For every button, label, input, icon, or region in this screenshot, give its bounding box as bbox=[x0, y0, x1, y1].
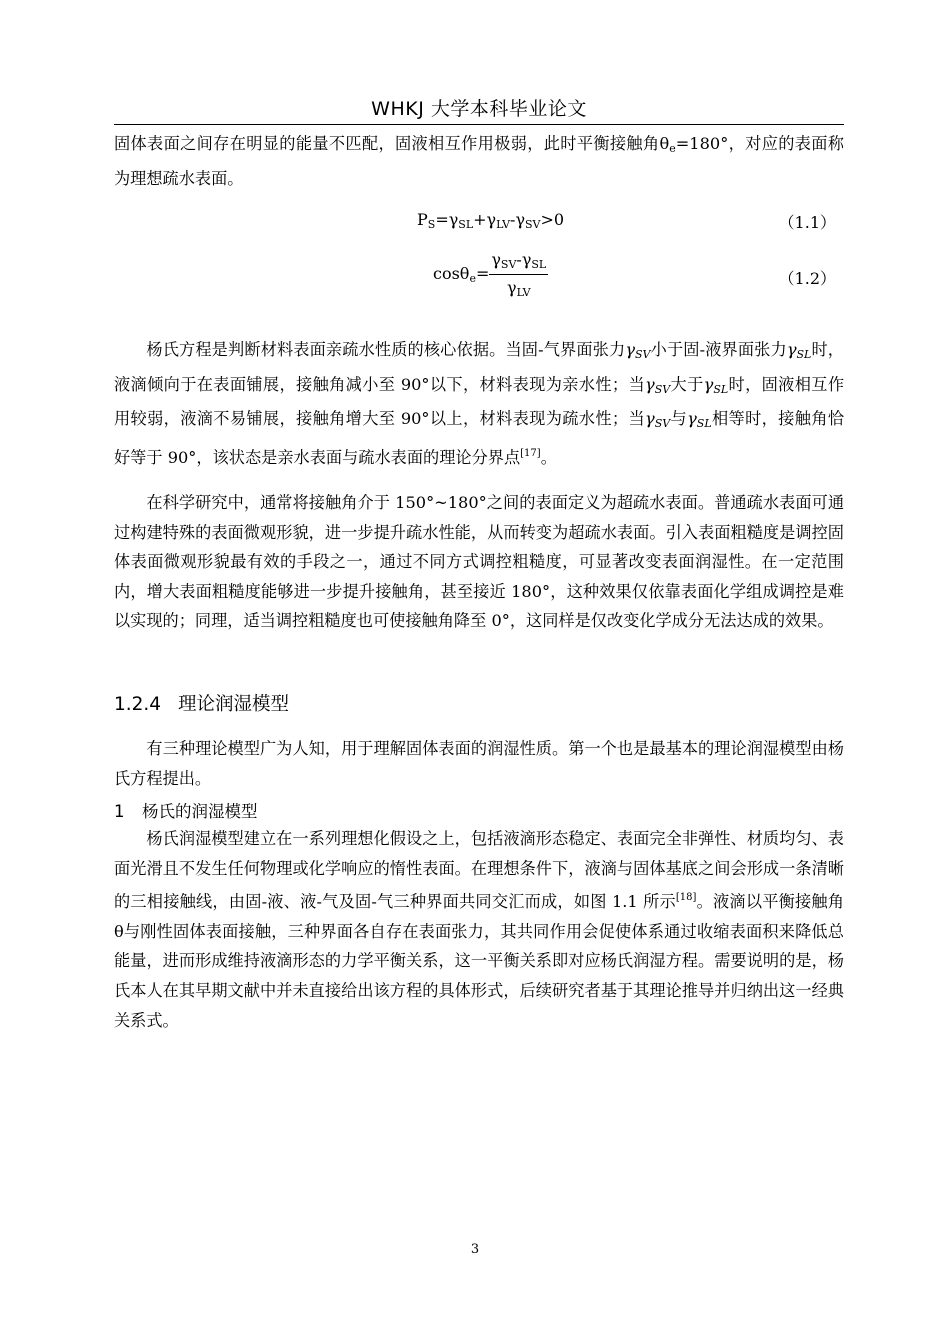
eq2-fraction bbox=[489, 250, 548, 299]
citation-18[interactable]: [18] bbox=[675, 892, 697, 904]
young-model-paragraph bbox=[114, 824, 844, 1035]
young-paragraph bbox=[114, 335, 844, 472]
young-text-8: 。 bbox=[540, 447, 557, 467]
equation-2 bbox=[433, 250, 548, 299]
eq2-num-b-sub: SL bbox=[531, 258, 547, 271]
model1-text-2: 。液滴以平衡接触角θ与刚性固体表面接触，三种界面各自存在表面张力，其共同作用会促使体系通过收缩表面积来降低总能量，进而形成维持液滴形态的力学平衡关系，这一平衡关系即对应杨氏润湿方程。需要说明的是，杨氏本人在其早期文献中并未直接给出该方程的具体形式，后续研究者基于其理论推导并归纳出这一经典关系式。 bbox=[114, 892, 844, 1030]
eq1-sub3: SV bbox=[525, 218, 541, 231]
eq2-den: γ bbox=[507, 278, 517, 297]
gamma-6-sub: SL bbox=[696, 417, 712, 431]
gamma-6: γ bbox=[687, 409, 697, 429]
subsection-number: 1 bbox=[114, 802, 125, 821]
young-text-3: 时，液滴倾向于在表面铺展，接触角减小至 90°以下，材料表现为亲水性；当 bbox=[114, 340, 844, 394]
equation-1 bbox=[417, 210, 564, 231]
intro-text-end: =180°，对应的表面称为理想疏水表面。 bbox=[114, 134, 844, 188]
citation-17[interactable]: [17] bbox=[520, 447, 541, 459]
gamma-1: γ bbox=[625, 340, 636, 359]
eq2-den-sub: LV bbox=[516, 286, 531, 299]
section-heading bbox=[114, 690, 289, 716]
eq2-num-op: -γ bbox=[516, 250, 532, 269]
eq1-term3: -γ bbox=[510, 210, 526, 229]
eq1-sub2: LV bbox=[496, 218, 511, 231]
equation-2-number: （1.2） bbox=[778, 269, 836, 288]
section-number: 1.2.4 bbox=[114, 694, 162, 715]
gamma-3-sub: SV bbox=[654, 382, 671, 396]
young-text-6: 与 bbox=[670, 409, 688, 429]
intro-text: 固体表面之间存在明显的能量不匹配，固液相互作用极弱，此时平衡接触角θ bbox=[114, 134, 670, 153]
gamma-3: γ bbox=[645, 374, 655, 394]
young-text-1: 杨氏方程是判断材料表面亲疏水性质的核心依据。当固-气界面张力 bbox=[146, 340, 626, 359]
models-paragraph: 有三种理论模型广为人知，用于理解固体表面的润湿性质。第一个也是最基本的理论润湿模型由杨氏方程提出。 bbox=[114, 739, 844, 788]
page-number: 3 bbox=[470, 1242, 480, 1257]
eq2-num-a: γ bbox=[491, 250, 501, 269]
young-text-5: 时，固液相互作用较弱，液滴不易铺展，接触角增大至 90°以上，材料表现为疏水性；当 bbox=[114, 374, 845, 429]
eq2-numerator bbox=[489, 250, 548, 275]
eq1-sub1: SL bbox=[458, 218, 474, 231]
header-rule bbox=[114, 124, 844, 125]
eq2-equals: = bbox=[475, 264, 490, 283]
young-text-7: 相等时，接触角恰好等于 90°，该状态是亲水表面与疏水表面的理论分界点 bbox=[114, 409, 845, 467]
young-text-4: 大于 bbox=[670, 374, 704, 394]
intro-paragraph bbox=[114, 129, 844, 193]
intro-subscript: e bbox=[669, 142, 676, 155]
eq2-lhs-sub: e bbox=[469, 272, 476, 285]
section-title: 理论润湿模型 bbox=[178, 694, 290, 715]
eq1-lhs-sub: S bbox=[427, 218, 436, 231]
subsection-title: 杨氏的润湿模型 bbox=[142, 802, 258, 821]
eq1-lhs: P bbox=[417, 210, 428, 229]
gamma-2: γ bbox=[786, 340, 797, 359]
eq2-num-a-sub: SV bbox=[500, 258, 517, 271]
eq2-lhs: cosθ bbox=[433, 264, 470, 283]
superhydrophobic-paragraph: 在科学研究中，通常将接触角介于 150°~180°之间的表面定义为超疏水表面。普通疏水表面可通过构建特殊的表面微观形貌，进一步提升疏水性能，从而转变为超疏水表面。引入表面粗糙度是调控固体表面微观形貌最有效的手段之一，通过不同方式调控粗糙度，可显著改变表面润湿性。在一定范围内，增大表面粗糙度能够进一步提升接触角，甚至接近 180°，这种效果仅依靠表面化学组成调控是难以实现的；同理，适当调控粗糙度也可使接触角降至 0°，这同样是仅改变化学成分无法达成的效果。 bbox=[114, 493, 844, 631]
running-header: WHKJ 大学本科毕业论文 bbox=[371, 98, 587, 120]
eq1-term1: =γ bbox=[435, 210, 459, 229]
equation-1-number: （1.1） bbox=[778, 213, 836, 232]
gamma-1-sub: SV bbox=[635, 348, 651, 361]
eq1-term4: >0 bbox=[540, 210, 565, 229]
gamma-5-sub: SV bbox=[654, 417, 671, 431]
eq1-term2: +γ bbox=[473, 210, 497, 229]
gamma-5: γ bbox=[645, 409, 655, 429]
eq2-denominator bbox=[489, 275, 548, 299]
gamma-4-sub: SL bbox=[713, 382, 729, 396]
young-text-2: 小于固-液界面张力 bbox=[650, 340, 787, 359]
model1-text-1: 杨氏润湿模型建立在一系列理想化假设之上，包括液滴形态稳定、表面完全非弹性、材质均匀、表面光滑且不发生任何物理或化学响应的惰性表面。在理想条件下，液滴与固体基底之间会形成一条清晰的三相接触线，由固-液、液-气及固-气三种界面共同交汇而成，如图 1.1 所示 bbox=[114, 829, 844, 912]
subsection-heading bbox=[114, 798, 258, 822]
gamma-4: γ bbox=[703, 374, 714, 394]
gamma-2-sub: SL bbox=[796, 348, 812, 361]
